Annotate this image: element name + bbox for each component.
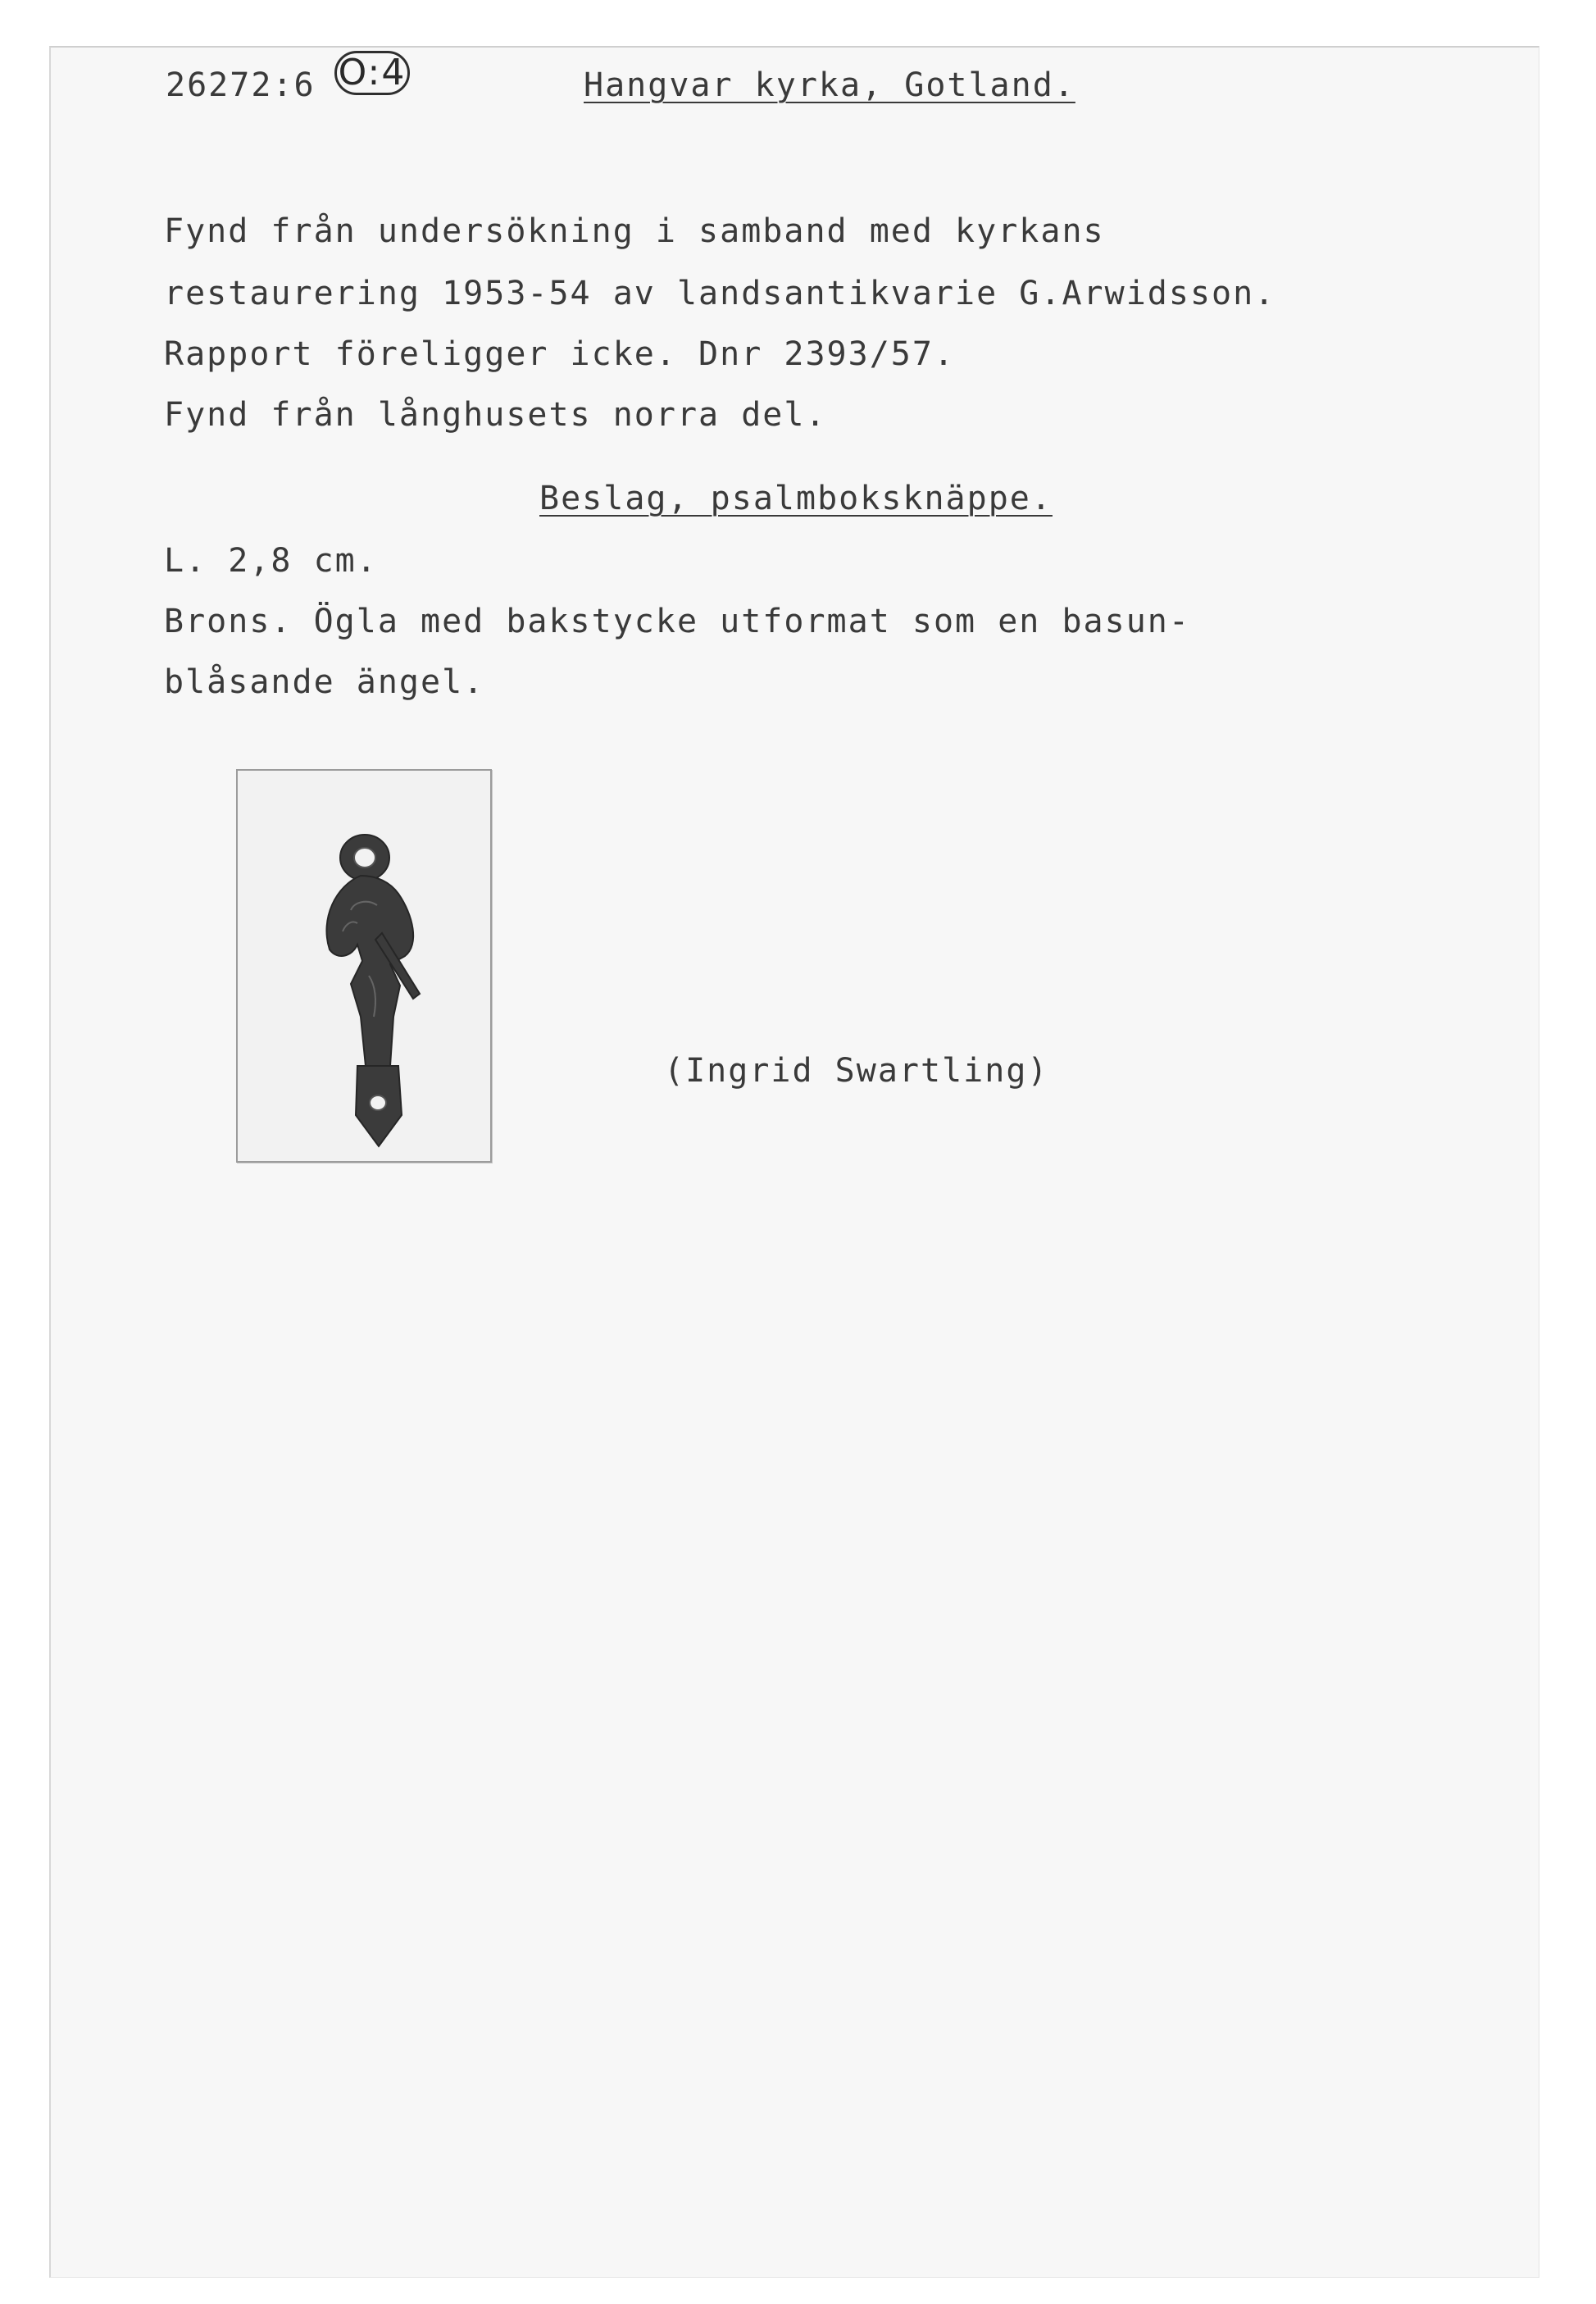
description-line-2: restaurering 1953-54 av landsantikvarie G.Arwidsson. [164,275,1276,312]
object-size: L. 2,8 cm. [164,542,378,580]
object-title: Beslag, psalmboksknäppe. [539,480,1053,517]
object-photo [236,769,492,1163]
catalog-number: 26272:6 [166,66,316,104]
catalog-card [49,46,1539,2278]
object-material-line-2: blåsande ängel. [164,663,485,701]
clasp-image [238,771,490,1161]
location-title: Hangvar kyrka, Gotland. [584,66,1075,104]
description-line-4: Fynd från långhusets norra del. [164,396,827,434]
handwritten-mark: O:4 [334,51,410,95]
description-line-3: Rapport föreligger icke. Dnr 2393/57. [164,335,956,373]
object-material-line-1: Brons. Ögla med bakstycke utformat som en basun- [164,603,1190,640]
credit: (Ingrid Swartling) [664,1052,1049,1090]
description-line-1: Fynd från undersökning i samband med kyrkans [164,212,1105,250]
